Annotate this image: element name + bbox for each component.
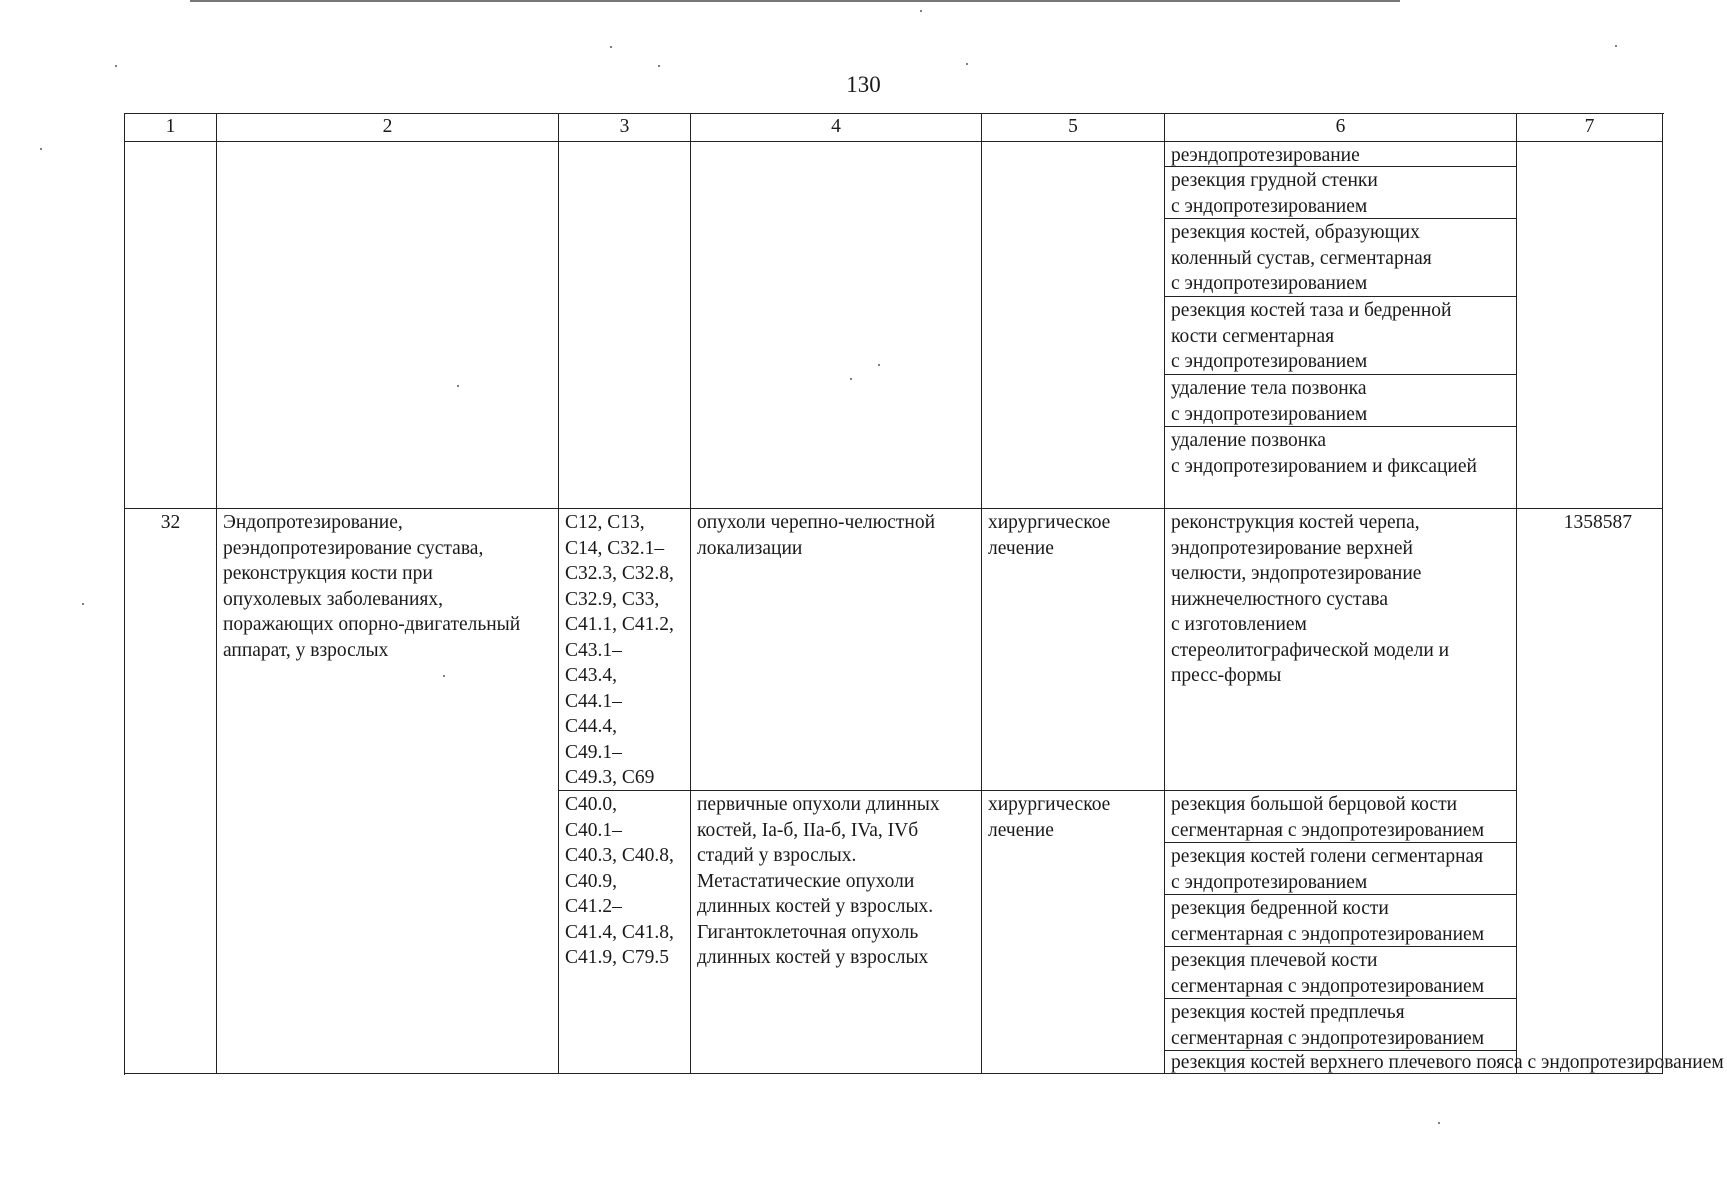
page-number: 130: [846, 72, 881, 97]
method-cell: реконструкция костей черепа, эндопротезирование верхней челюсти, эндопротезирование нижнечелюстного сустава с изготовлением стереолитографической модели и пресс-формы: [1165, 509, 1517, 791]
diagnosis-cell: опухоли черепно-челюстной локализации: [691, 509, 982, 791]
treatment-type-cell: хирургическое лечение: [982, 509, 1165, 791]
scan-speck: [658, 65, 660, 67]
cont-codes-cell: [559, 142, 691, 509]
method-cell: резекция костей верхнего плечевого пояса с эндопротезированием: [1165, 1051, 1517, 1074]
scan-speck: [1438, 1122, 1440, 1124]
top-rule: [190, 0, 1400, 2]
cont-diagnosis-cell: [691, 142, 982, 509]
method-cell: удаление позвонка с эндопротезированием и фиксацией: [1165, 427, 1517, 509]
header-col-7: 7: [1517, 114, 1663, 142]
codes-cell: C12, C13, C14, C32.1– C32.3, C32.8, C32.9, C33, C41.1, C41.2, C43.1– C43.4, C44.1– C44.4, C49.1– C49.3, C69: [559, 509, 691, 791]
method-cell: резекция большой берцовой кости сегментарная с эндопротезированием: [1165, 791, 1517, 843]
procedures-table: [124, 113, 1724, 1075]
price-cell: 1358587: [1517, 509, 1663, 1074]
method-cell: резекция плечевой кости сегментарная с эндопротезированием: [1165, 947, 1517, 999]
codes-cell: C40.0, C40.1– C40.3, C40.8, C40.9, C41.2– C41.4, C41.8, C41.9, C79.5: [559, 791, 691, 1074]
scan-speck: [40, 148, 42, 150]
header-col-6: 6: [1165, 114, 1517, 142]
method-cell: резекция бедренной кости сегментарная с эндопротезированием: [1165, 895, 1517, 947]
scan-speck: [920, 10, 922, 12]
cont-type-cell: [982, 142, 1165, 509]
method-cell: резекция костей таза и бедренной кости сегментарная с эндопротезированием: [1165, 297, 1517, 375]
method-cell: резекция костей, образующих коленный сустав, сегментарная с эндопротезированием: [1165, 219, 1517, 297]
header-col-4: 4: [691, 114, 982, 142]
method-cell: удаление тела позвонка с эндопротезированием: [1165, 375, 1517, 427]
method-cell: резекция грудной стенки с эндопротезированием: [1165, 167, 1517, 219]
method-cell: резекция костей предплечья сегментарная с эндопротезированием: [1165, 999, 1517, 1051]
row-number-cell: 32: [125, 509, 217, 1074]
scan-speck: [610, 46, 612, 48]
header-col-5: 5: [982, 114, 1165, 142]
scan-speck: [115, 65, 117, 67]
header-col-1: 1: [125, 114, 217, 142]
method-cell: резекция костей голени сегментарная с эндопротезированием: [1165, 843, 1517, 895]
header-col-2: 2: [217, 114, 559, 142]
scan-speck: [966, 63, 968, 65]
cont-name-cell: [217, 142, 559, 509]
method-cell: реэндопротезирование: [1165, 142, 1517, 167]
row-name-cell: Эндопротезирование, реэндопротезирование сустава, реконструкция кости при опухолевых заболеваниях, поражающих опорно-двигательный аппарат, у взрослых: [217, 509, 559, 1074]
cont-number-cell: [125, 142, 217, 509]
cont-price-cell: [1517, 142, 1663, 509]
treatment-type-cell: хирургическое лечение: [982, 791, 1165, 1074]
scan-speck: [1615, 45, 1617, 47]
header-col-3: 3: [559, 114, 691, 142]
scan-speck: [82, 603, 84, 605]
diagnosis-cell: первичные опухоли длинных костей, Ia-б, IIa-б, IVa, IVб стадий у взрослых. Метастатические опухоли длинных костей у взрослых. Гигантоклеточная опухоль длинных костей у взрослых: [691, 791, 982, 1074]
